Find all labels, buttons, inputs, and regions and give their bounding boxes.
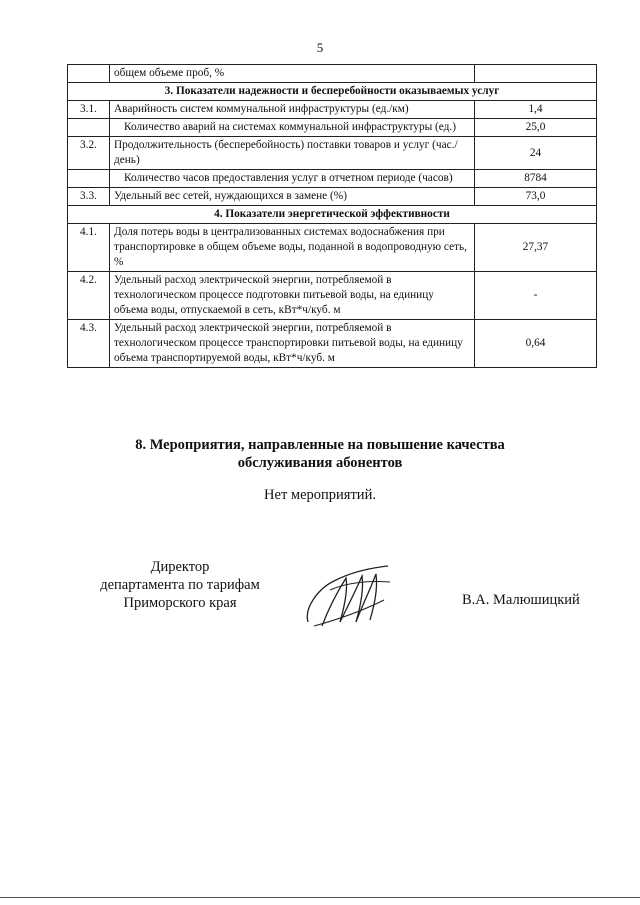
section-8-heading bbox=[0, 436, 640, 472]
table-row bbox=[68, 272, 597, 320]
scan-edge-line bbox=[0, 897, 640, 898]
indicator-name: общем объеме проб, % bbox=[110, 65, 475, 83]
table-row bbox=[68, 65, 597, 83]
indicator-name: Продолжительность (бесперебойность) поставки товаров и услуг (час./день) bbox=[110, 137, 475, 170]
table-section-header bbox=[68, 83, 597, 101]
indicator-value: 25,0 bbox=[475, 119, 597, 137]
indicator-name: Количество аварий на системах коммунальной инфраструктуры (ед.) bbox=[110, 119, 475, 137]
row-number: 3.1. bbox=[68, 101, 110, 119]
no-measures-note: Нет мероприятий. bbox=[264, 487, 376, 503]
table-section-header bbox=[68, 206, 597, 224]
table-row bbox=[68, 320, 597, 368]
indicator-name: Удельный расход электрической энергии, потребляемой в технологическом процессе подготовки питьевой воды, на единицу объема воды, отпускаемой в сеть, кВт*ч/куб. м bbox=[110, 272, 475, 320]
indicator-name: Доля потерь воды в централизованных системах водоснабжения при транспортировке в общем объеме воды, поданной в водопроводную сеть, % bbox=[110, 224, 475, 272]
section-8-title-line-1: 8. Мероприятия, направленные на повышение качества bbox=[135, 437, 505, 453]
signer-position-line-1: Директор bbox=[150, 559, 210, 575]
signer-name: В.А. Малюшицкий bbox=[462, 592, 580, 608]
indicator-value: 24 bbox=[475, 137, 597, 170]
section-8-title-line-2: обслуживания абонентов bbox=[237, 455, 403, 471]
row-number bbox=[68, 119, 110, 137]
signer-position-line-3: Приморского края bbox=[123, 595, 237, 611]
page-number: 5 bbox=[316, 40, 324, 55]
indicators-table bbox=[67, 64, 597, 368]
table-row bbox=[68, 137, 597, 170]
indicator-value: 73,0 bbox=[475, 188, 597, 206]
signer-position bbox=[80, 558, 280, 612]
indicator-value: 27,37 bbox=[475, 224, 597, 272]
indicator-name: Количество часов предоставления услуг в отчетном периоде (часов) bbox=[110, 170, 475, 188]
signer-position-line-2: департамента по тарифам bbox=[100, 577, 260, 593]
section-title: 3. Показатели надежности и бесперебойности оказываемых услуг bbox=[68, 83, 597, 101]
row-number: 4.1. bbox=[68, 224, 110, 272]
table-row bbox=[68, 188, 597, 206]
row-number: 4.3. bbox=[68, 320, 110, 368]
row-number bbox=[68, 65, 110, 83]
indicator-value: 8784 bbox=[475, 170, 597, 188]
indicators-table-body bbox=[68, 65, 597, 368]
indicator-value: 0,64 bbox=[475, 320, 597, 368]
table-row bbox=[68, 101, 597, 119]
table-row bbox=[68, 224, 597, 272]
handwritten-signature bbox=[300, 560, 400, 632]
indicator-value: - bbox=[475, 272, 597, 320]
indicator-name: Удельный вес сетей, нуждающихся в замене (%) bbox=[110, 188, 475, 206]
indicator-value: 1,4 bbox=[475, 101, 597, 119]
row-number: 3.3. bbox=[68, 188, 110, 206]
row-number bbox=[68, 170, 110, 188]
indicator-value bbox=[475, 65, 597, 83]
section-title: 4. Показатели энергетической эффективности bbox=[68, 206, 597, 224]
row-number: 3.2. bbox=[68, 137, 110, 170]
row-number: 4.2. bbox=[68, 272, 110, 320]
table-row bbox=[68, 119, 597, 137]
indicator-name: Аварийность систем коммунальной инфраструктуры (ед./км) bbox=[110, 101, 475, 119]
table-row bbox=[68, 170, 597, 188]
indicator-name: Удельный расход электрической энергии, потребляемой в технологическом процессе транспортировки питьевой воды, на единицу объема транспортируемой воды, кВт*ч/куб. м bbox=[110, 320, 475, 368]
